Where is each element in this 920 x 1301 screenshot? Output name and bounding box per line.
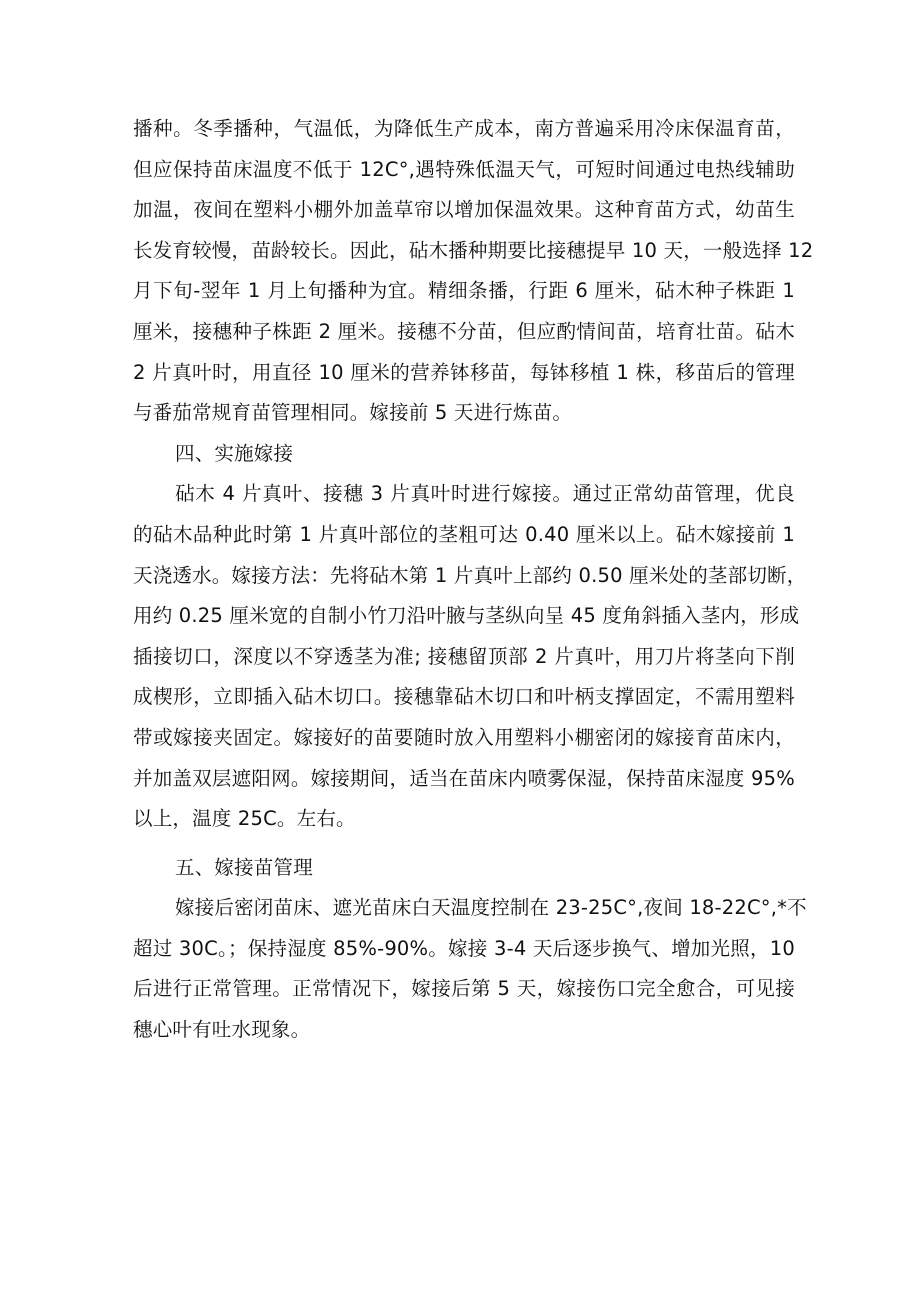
paragraph-gap xyxy=(133,840,795,848)
text-line: 成楔形，立即插入砧木切口。接穗靠砧木切口和叶柄支撑固定，不需用塑料 xyxy=(133,685,795,709)
document-body xyxy=(133,109,814,1051)
text-line: 后进行正常管理。正常情况下，嫁接后第 5 天，嫁接伤口完全愈合，可见接 xyxy=(133,977,795,1001)
text-line: 加温，夜间在塑料小棚外加盖草帘以增加保温效果。这种育苗方式，幼苗生 xyxy=(133,198,795,222)
section-heading-seedling-management: 五、嫁接苗管理 xyxy=(175,855,313,879)
text-line: 嫁接后密闭苗床、遮光苗床白天温度控制在 23-25C°,夜间 18-22C°,*不 xyxy=(175,896,807,920)
text-line: 插接切口，深度以不穿透茎为准; 接穗留顶部 2 片真叶，用刀片将茎向下削 xyxy=(133,644,795,668)
text-line: 长发育较慢，苗龄较长。因此，砧木播种期要比接穗提早 10 天，一般选择 12 xyxy=(133,238,814,262)
text-line: 并加盖双层遮阳网。嫁接期间，适当在苗床内喷雾保湿，保持苗床湿度 95% xyxy=(133,766,795,790)
text-line: 但应保持苗床温度不低于 12C°,遇特殊低温天气，可短时间通过电热线辅助 xyxy=(133,157,795,181)
paragraph-seedling-management xyxy=(133,888,807,1050)
text-line: 天浇透水。嫁接方法：先将砧木第 1 片真叶上部约 0.50 厘米处的茎部切断， xyxy=(133,563,807,587)
paragraph-grafting xyxy=(133,474,807,839)
text-line: 以上，温度 25C。左右。 xyxy=(133,807,356,831)
text-line: 厘米，接穗种子株距 2 厘米。接穗不分苗，但应酌情间苗，培育壮苗。砧木 xyxy=(133,319,795,343)
text-line: 播种。冬季播种，气温低，为降低生产成本，南方普遍采用冷床保温育苗， xyxy=(133,117,795,140)
paragraph-sowing xyxy=(133,109,814,434)
text-line: 穗心叶有吐水现象。 xyxy=(133,1018,311,1042)
text-line: 带或嫁接夹固定。嫁接好的苗要随时放入用塑料小棚密闭的嫁接育苗床内， xyxy=(133,725,795,749)
text-line: 与番茄常规育苗管理相同。嫁接前 5 天进行炼苗。 xyxy=(133,401,573,425)
text-line: 2 片真叶时，用直径 10 厘米的营养钵移苗，每钵移植 1 株，移苗后的管理 xyxy=(133,360,795,384)
text-line: 砧木 4 片真叶、接穗 3 片真叶时进行嫁接。通过正常幼苗管理，优良 xyxy=(175,482,795,506)
text-line: 月下旬-翌年 1 月上旬播种为宜。精细条播，行距 6 厘米，砧木种子株距 1 xyxy=(133,279,795,303)
text-line: 用约 0.25 厘米宽的自制小竹刀沿叶腋与茎纵向呈 45 度角斜插入茎内，形成 xyxy=(133,604,800,628)
section-heading-grafting: 四、实施嫁接 xyxy=(175,441,294,465)
text-line: 超过 30C。；保持湿度 85%-90%。嫁接 3-4 天后逐步换气、增加光照，10 xyxy=(133,936,795,960)
text-line: 的砧木品种此时第 1 片真叶部位的茎粗可达 0.40 厘米以上。砧木嫁接前 1 xyxy=(133,522,795,546)
